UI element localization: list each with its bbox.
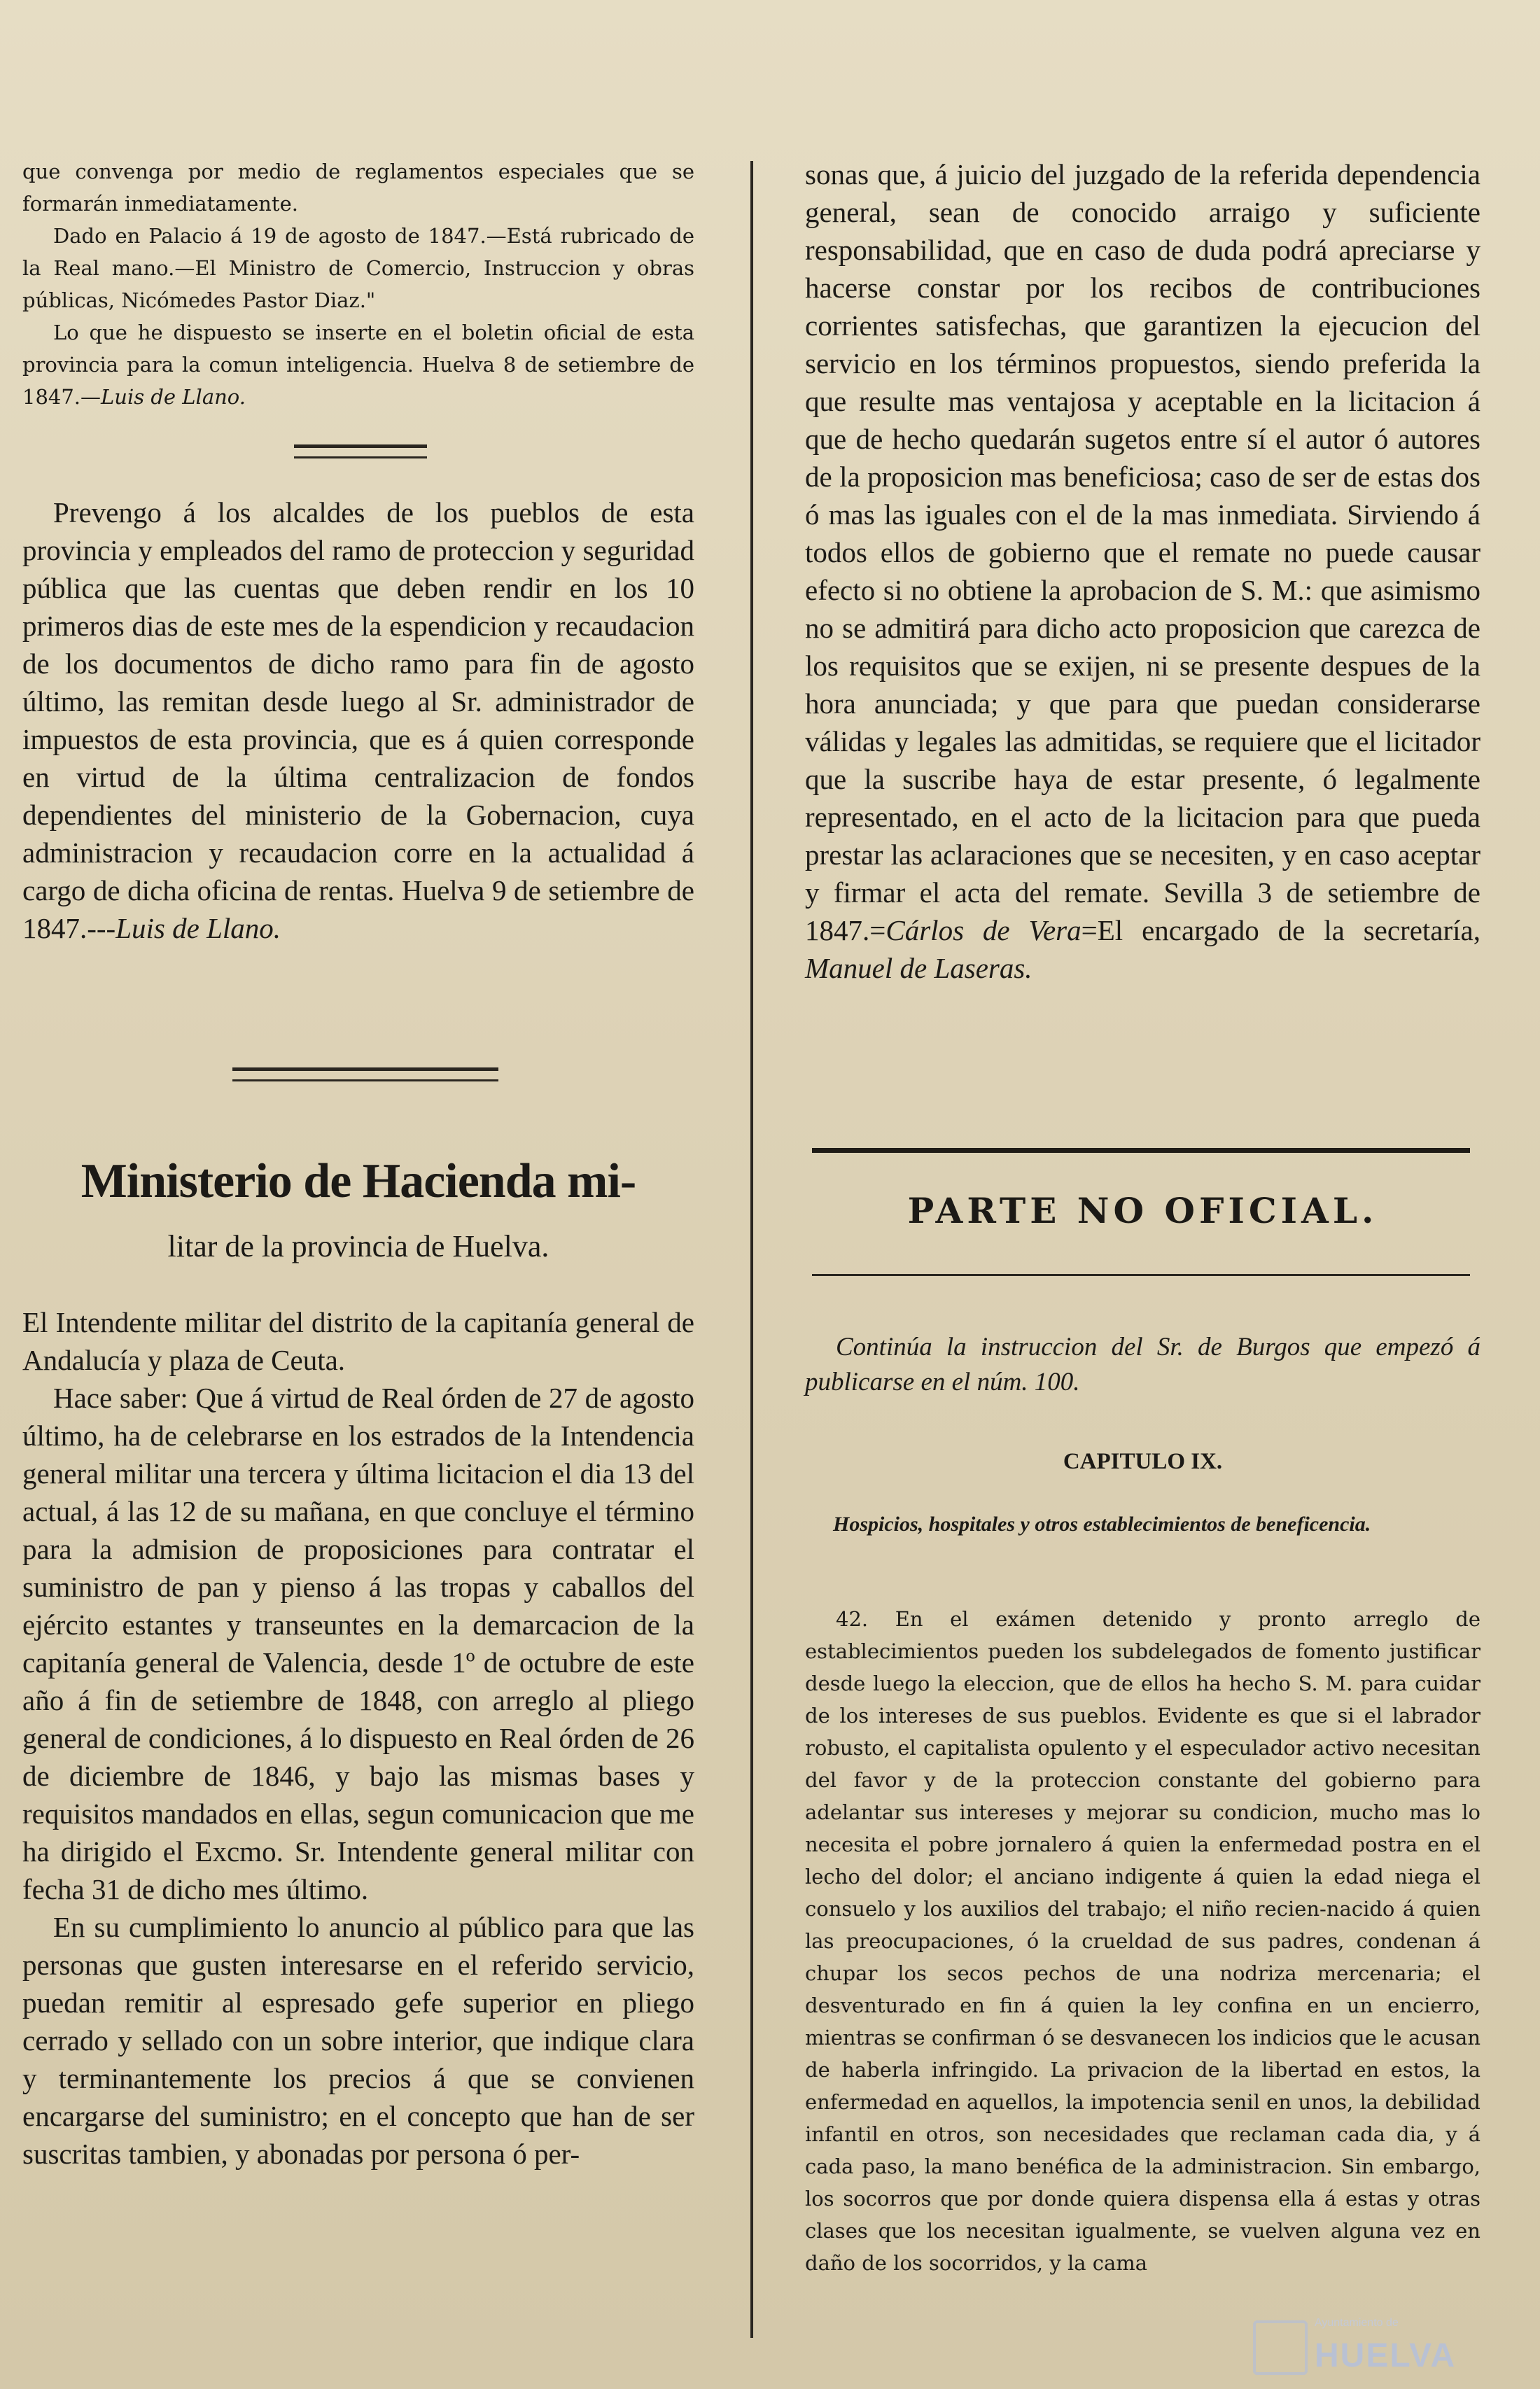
inserte-notice xyxy=(22,316,694,413)
paragraph-42 xyxy=(805,1603,1480,2279)
parte-rule-top xyxy=(812,1148,1470,1153)
inserte-signature: Luis de Llano. xyxy=(101,385,246,409)
parte-rule-bottom xyxy=(812,1274,1470,1276)
decree-ending xyxy=(22,155,694,413)
dado-en-palacio: Dado en Palacio á 19 de agosto de 1847.—Está rubricado de la Real mano.—El Ministro de Comercio, Instruccion y obras públicas, Nicómedes Pastor Diaz." xyxy=(22,224,694,312)
column-rule xyxy=(750,161,753,2338)
hacienda-notice xyxy=(22,1303,694,2173)
ministerio-title: Ministerio de Hacienda mi- xyxy=(80,1154,636,1208)
decree-end-text: que convenga por medio de reglamentos especiales que se formarán inmediatamente. xyxy=(22,160,694,216)
hace-saber: Hace saber: Que á virtud de Real órden de 27 de agosto último, ha de celebrarse en los estrados de la Intendencia general militar una tercera y última licitacion el dia 13 del actual, á las 12 de su mañana, en que concluye el término para la admision de proposiciones para contratar el suministro de pan y pienso á las tropas y caballos del ejército estantes y transeuntes en la demarcacion de la capitanía general de Valencia, desde 1º de octubre de este año á fin de setiembre de 1848, con arreglo al pliego general de condiciones, á lo dispuesto en Real órden de 26 de diciembre de 1846, y bajo las mismas bases y requisitos mandados en ellas, segun comunicacion que me ha dirigido el Excmo. Sr. Intendente general militar con fecha 31 de dicho mes último. xyxy=(22,1382,694,1905)
vera-signature: Cárlos de Vera xyxy=(886,914,1082,946)
capitulo-heading: CAPITULO IX. xyxy=(1063,1449,1223,1474)
continua-note xyxy=(805,1330,1480,1400)
section-divider xyxy=(294,444,427,458)
parte-no-oficial: PARTE NO OFICIAL. xyxy=(907,1190,1378,1231)
licitacion-continuation xyxy=(805,155,1480,987)
ministerio-subtitle: litar de la provincia de Huelva. xyxy=(167,1229,550,1263)
prevengo-notice xyxy=(22,493,694,947)
inserte-text: Lo que he dispuesto se inserte en el boletin oficial de esta provincia para la comun inteligencia. Huelva 8 de setiembre de 1847.— xyxy=(22,321,694,409)
continua-text: Continúa la instruccion del Sr. de Burgos que empezó á publicarse en el núm. 100. xyxy=(805,1333,1480,1396)
laseras-signature: Manuel de Laseras. xyxy=(805,952,1032,984)
prevengo-text: Prevengo á los alcaldes de los pueblos de esta provincia y empleados del ramo de proteccion y seguridad pública que las cuentas que deben rendir en los 10 primeros dias de este mes de la espendicion y recaudacion de los documentos de dicho ramo para fin de agosto último, las remitan desde luego al Sr. administrador de impuestos de esta provincia, que es á quien corresponde en virtud de la última centralizacion de fondos dependientes del ministerio de la Gobernacion, cuya administracion y recaudacion corre en la actualidad á cargo de dicha oficina de rentas. Huelva 9 de setiembre de 1847.--- xyxy=(22,496,694,944)
cumplimiento: En su cumplimiento lo anuncio al público para que las personas que gusten interesarse en el referido servicio, puedan remitir al espresado gefe superior en pliego cerrado y sellado con un sobre interior, que indique clara y terminantemente los precios á que se convienen encargarse del suministro; en el concepto que han de ser suscritas tambien, y abonadas por persona ó per- xyxy=(22,1911,694,2170)
continuation-text: sonas que, á juicio del juzgado de la referida dependencia general, sean de conocido arraigo y suficiente responsabilidad, que en caso de duda podrá apreciarse y hacerse constar por los recibos de contribuciones corrientes satisfechas, que garantizen la ejecucion del servicio en los términos propuestos, siendo preferida la que resulte mas ventajosa y aceptable en la licitacion á que de hecho quedarán sugetos entre sí el autor ó autores de la proposicion mas beneficiosa; caso de ser de estas dos ó mas las iguales con el de la mas inmediata. Sirviendo á todos ellos de gobierno que el remate no puede causar efecto si no obtiene la aprobacion de S. M.: que asimismo no se admitirá para dicho acto proposicion que carezca de los requisitos que se exijen, ni se presente despues de la hora anunciada; y que para que puedan considerarse válidas y legales las admitidas, se requiere que el licitador que la suscribe haya de estar presente, ó legalmente representado, en el acto de la licitacion para que pueda prestar las aclaraciones que se necesiten, y en caso aceptar y firmar el acta del remate. Sevilla 3 de setiembre de 1847.= xyxy=(805,158,1480,946)
prevengo-signature: Luis de Llano. xyxy=(115,912,281,944)
watermark-small-text: Ayuntamiento de xyxy=(1315,2317,1399,2329)
paragraph-42-text: 42. En el exámen detenido y pronto arreglo de establecimientos pueden los subdelegados de fomento justificar desde luego la eleccion, que de ellos ha hecho S. M. para cuidar de los intereses de sus pueblos. Evidente es que si el labrador robusto, el capitalista opulento y el especulador activo necesitan del favor y de la proteccion constante del gobierno para adelantar sus intereses y mejorar su condicion, mucho mas lo necesita el pobre jornalero á quien la enfermedad postra en el lecho del dolor; el anciano indigente á quien la edad niega el consuelo y los auxilios del trabajo; el niño recien-nacido á quien las preocupaciones, ó la crueldad de sus padres, condenan á chupar los secos pechos de una nodriza mercenaria; el desventurado en fin á quien la ley confina en un encierro, mientras se confirman ó se desvanecen los indicios que le acusan de haberla infringido. La privacion de la libertad en estos, la enfermedad en aquellos, la impotencia senil en unos, la debilidad infantil en otros, son necesidades que reclaman cada dia, y á cada paso, la mano benéfica de la administracion. Sin embargo, los socorros que por donde quiera dispensa ella á estas y otras clases que los necesitan igualmente, se vuelven alguna vez en daño de los socorridos, y la cama xyxy=(805,1607,1480,2275)
archive-logo-icon xyxy=(1253,2320,1308,2375)
secretaria-text: =El encargado de la secretaría, xyxy=(1081,914,1480,946)
intendente-line: El Intendente militar del distrito de la capitanía general de Andalucía y plaza de Ceuta. xyxy=(22,1306,694,1376)
watermark-text: HUELVA xyxy=(1315,2337,1457,2374)
capitulo-subheading xyxy=(833,1508,1452,1541)
section-divider xyxy=(232,1067,498,1081)
capitulo-sub-text: Hospicios, hospitales y otros establecimientos de beneficencia. xyxy=(833,1513,1371,1536)
